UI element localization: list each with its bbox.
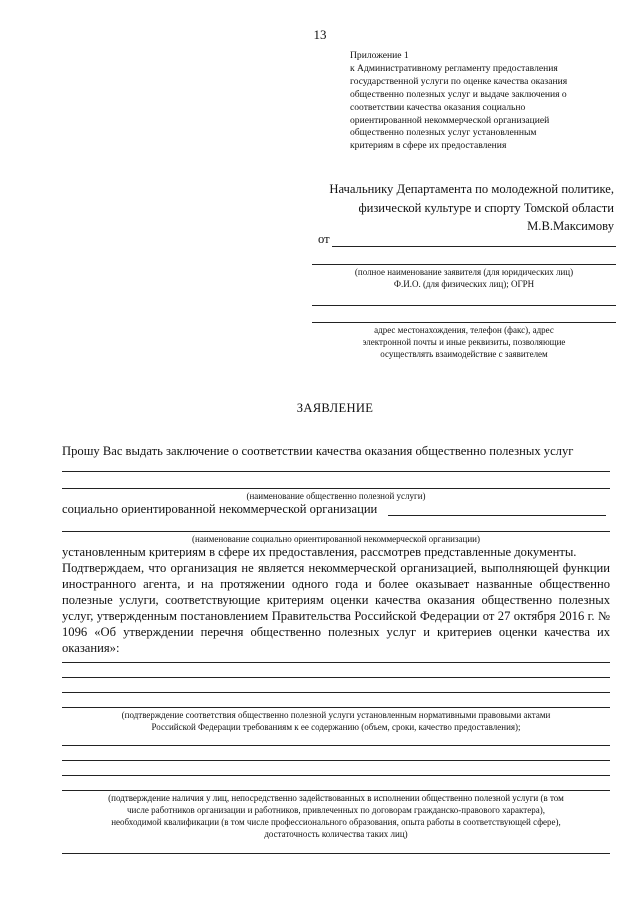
caption-line: числе работников организации и работников, привлеченных по договорам гражданско-правового характера), <box>127 805 545 815</box>
body-text <box>62 544 610 656</box>
service-name-field-2[interactable] <box>62 488 610 489</box>
applicant-name-field[interactable] <box>332 246 616 247</box>
caption-line: (подтверждение наличия у лиц, непосредственно задействованных в исполнении общественно полезной услуги (в том <box>108 793 564 803</box>
org-name-field-2[interactable] <box>62 531 610 532</box>
body-paragraph: Подтверждаем, что организация не является некоммерческой организацией, выполняющей функции иностранного агента, и на протяжении одного года и более оказывает названные общественно полезные услуги, соответствующие критериям оценки качества оказания общественно полезных услуг, утвержденным постановлением Правительства Российской Федерации от 27 октября 2016 г. № 1096 «Об утверждении перечня общественно полезных услуг и критериев оценки качества их оказания»: <box>62 561 610 655</box>
appendix-line: критериям в сфере их предоставления <box>350 140 507 152</box>
appendix-line: государственной услуги по оценке качества оказания <box>350 75 568 87</box>
org-name-field[interactable] <box>388 515 606 516</box>
appendix-line: общественно полезных услуг и выдаче заключения о <box>350 88 567 100</box>
confirm1-field-2[interactable] <box>62 677 610 678</box>
addressee-line: физической культуре и спорту Томской области <box>358 200 614 215</box>
caption-line: осуществлять взаимодействие с заявителем <box>380 349 548 359</box>
addressee-line: Начальнику Департамента по молодежной политике, <box>329 182 614 196</box>
service-caption: (наименование общественно полезной услуги) <box>246 491 426 501</box>
org-caption: (наименование социально ориентированной некоммерческой организации) <box>192 534 480 544</box>
caption-line: электронной почты и иные реквизиты, позволяющие <box>362 337 566 347</box>
confirm1-field-4[interactable] <box>62 707 610 708</box>
confirm2-caption <box>62 792 610 840</box>
confirm1-caption <box>62 709 610 733</box>
applicant-details-field-2[interactable] <box>312 322 616 323</box>
appendix-line: Приложение 1 <box>350 50 409 61</box>
addressee-block <box>329 180 614 236</box>
applicant-details-field[interactable] <box>312 305 616 306</box>
address-caption <box>312 324 616 360</box>
request-text: Прошу Вас выдать заключение о соответствии качества оказания общественно полезных услуг <box>62 444 574 458</box>
service-name-field[interactable] <box>62 471 610 472</box>
appendix-line: соответствии качества оказания социально <box>350 101 526 113</box>
caption-line: адрес местонахождения, телефон (факс), адрес <box>374 325 554 335</box>
caption-line: Ф.И.О. (для физических лиц); ОГРН <box>393 279 535 289</box>
caption-line: (подтверждение соответствия общественно полезной услуги установленным нормативными правовыми актами <box>121 710 551 720</box>
from-label: от <box>318 232 330 246</box>
confirm1-field-1[interactable] <box>62 662 610 663</box>
appendix-line: к Административному регламенту предоставления <box>350 62 558 74</box>
confirm2-field-2[interactable] <box>62 760 610 761</box>
appendix-line: общественно полезных услуг установленным <box>350 127 537 139</box>
caption-line: (полное наименование заявителя (для юридических лиц) <box>354 267 574 277</box>
caption-line: достаточность количества таких лиц) <box>264 829 408 839</box>
org-text: социально ориентированной некоммерческой организации <box>62 502 378 516</box>
confirm2-field-3[interactable] <box>62 775 610 776</box>
confirm2-field-4[interactable] <box>62 790 610 791</box>
applicant-name-field-2[interactable] <box>312 264 616 265</box>
caption-line: необходимой квалификации (в том числе профессионального образования, опыта работы в соответствующей сфере), <box>111 817 561 827</box>
confirm3-field-1[interactable] <box>62 853 610 854</box>
caption-line: Российской Федерации требованиям к ее содержанию (объем, сроки, качество предоставления); <box>151 722 521 732</box>
applicant-caption <box>312 266 616 290</box>
page-number: 13 <box>313 27 327 42</box>
appendix-line: ориентированной некоммерческой организацией <box>350 114 550 126</box>
confirm2-field-1[interactable] <box>62 745 610 746</box>
addressee-name: М.В.Максимову <box>527 219 614 233</box>
document-title: ЗАЯВЛЕНИЕ <box>296 401 374 415</box>
appendix-header <box>350 50 612 153</box>
body-paragraph: установленным критериям в сфере их предоставления, рассмотрев представленные документы. <box>62 545 577 559</box>
confirm1-field-3[interactable] <box>62 692 610 693</box>
